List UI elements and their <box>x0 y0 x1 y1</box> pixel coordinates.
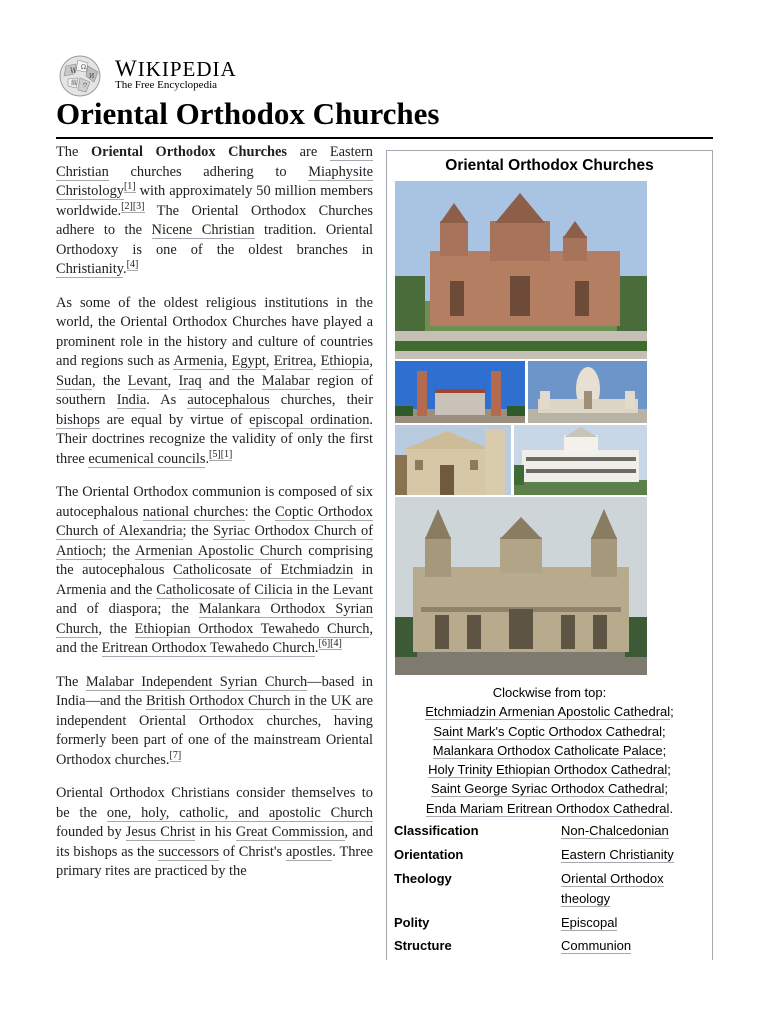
subject-bold: Oriental Orthodox Churches <box>90 144 288 160</box>
caption-link-etchmiadzin[interactable]: Etchmiadzin Armenian Apostolic Cathedral <box>425 704 671 720</box>
citation-ref[interactable]: [5] <box>209 448 221 460</box>
text: —based in India—and the <box>56 673 373 709</box>
link-ethiopian-orthodox-church[interactable]: Ethiopian Orthodox Tewahedo Church <box>134 620 370 637</box>
infobox-image-caption <box>387 683 712 818</box>
caption-link-saint-marks[interactable]: Saint Mark's Coptic Orthodox Cathedral <box>433 723 662 739</box>
citation-ref[interactable]: [6] <box>318 638 331 650</box>
photo-enda-mariam-cathedral[interactable] <box>395 425 511 495</box>
link-malabar-independent-syrian-church[interactable]: Malabar Independent Syrian Church <box>85 673 308 690</box>
caption-line <box>387 799 712 818</box>
link-malabar[interactable]: Malabar <box>261 372 310 389</box>
link-apostles[interactable]: apostles <box>285 843 333 860</box>
caption-separator: ; <box>670 704 674 720</box>
citation-ref[interactable]: [1] <box>123 181 136 193</box>
text: , <box>167 372 179 389</box>
text: in the <box>292 581 334 598</box>
caption-link-holy-trinity[interactable]: Holy Trinity Ethiopian Orthodox Cathedral <box>428 762 668 778</box>
link-one-holy-catholic-apostolic-church[interactable]: one, holy, catholic, and apostolic Church <box>106 804 373 821</box>
link-communion[interactable]: Communion <box>561 938 632 953</box>
citation-ref[interactable]: [3] <box>132 200 145 212</box>
text: are equal by virtue of <box>99 411 250 428</box>
link-christianity[interactable]: Christianity <box>56 261 124 277</box>
photo-holy-trinity-cathedral[interactable] <box>395 497 647 675</box>
text: : the <box>244 503 276 520</box>
link-sudan[interactable]: Sudan <box>56 372 92 389</box>
link-oriental-orthodox-theology[interactable]: Oriental Orthodox theology <box>561 871 664 906</box>
text: churches adhering to <box>108 163 309 180</box>
caption-line <box>387 702 712 721</box>
caption-separator: . <box>669 800 674 816</box>
link-nicene-christian[interactable]: Nicene Christian <box>151 222 255 238</box>
title-divider <box>56 137 713 139</box>
infobox-label: Structure <box>394 938 452 953</box>
infobox-value <box>561 869 709 909</box>
svg-text:W: W <box>70 67 78 75</box>
link-iraq[interactable]: Iraq <box>178 372 202 389</box>
photo-saint-marks-coptic-cathedral[interactable] <box>395 361 525 423</box>
wordmark-first-letter: W <box>115 56 138 81</box>
link-eastern-christian[interactable]: Eastern Christian <box>56 144 373 180</box>
text: founded by <box>56 824 126 840</box>
caption-line <box>387 741 712 760</box>
link-non-chalcedonian[interactable]: Non-Chalcedonian <box>561 823 669 838</box>
citation-ref[interactable]: [2] <box>121 200 133 212</box>
text: . <box>205 450 210 467</box>
text: churches, their <box>269 392 373 408</box>
text: Oriental Orthodox Christians consider themselves to be the <box>56 785 373 821</box>
caption-separator: ; <box>662 742 667 758</box>
infobox-title: Oriental Orthodox Churches <box>445 157 654 174</box>
text: . <box>314 640 319 656</box>
svg-text:Ω: Ω <box>81 64 86 71</box>
text: and of diaspora; the <box>56 601 199 617</box>
text: , <box>369 353 374 369</box>
text: in Armenia and the <box>56 562 373 598</box>
text: region of southern <box>56 372 374 408</box>
text: The <box>56 144 91 160</box>
infobox-value <box>561 821 709 841</box>
infobox-value <box>561 936 709 956</box>
link-jesus-christ[interactable]: Jesus Christ <box>125 824 196 840</box>
link-malankara-orthodox-syrian-church[interactable]: Malankara Orthodox Syrian Church <box>56 601 373 637</box>
caption-line <box>387 722 712 741</box>
link-miaphysite-christology[interactable]: Miaphysite Christology <box>56 163 373 199</box>
infobox-label: Theology <box>394 871 452 886</box>
wordmark-rest: IKIPEDIA <box>137 57 237 81</box>
infobox-label: Polity <box>394 915 430 930</box>
paragraph-independent <box>56 673 373 771</box>
link-eritrea[interactable]: Eritrea <box>273 353 313 369</box>
link-bishops[interactable]: bishops <box>56 411 100 428</box>
caption-link-malankara-palace[interactable]: Malankara Orthodox Catholicate Palace <box>432 742 663 758</box>
text: , the <box>98 620 135 637</box>
site-tagline: The Free Encyclopedia <box>115 79 218 91</box>
photo-malankara-catholicate-palace[interactable] <box>514 425 647 495</box>
page-title: Oriental Orthodox Churches <box>56 96 440 131</box>
svg-text:ウ: ウ <box>82 82 89 89</box>
svg-text:И: И <box>89 73 95 80</box>
caption-separator: ; <box>662 723 666 739</box>
wikipedia-globe-logo[interactable] <box>56 54 104 98</box>
svg-text:維: 維 <box>71 80 78 87</box>
text: , <box>312 353 321 369</box>
text: with approximately 50 million members worldwide. <box>56 183 373 219</box>
caption-separator: ; <box>667 762 671 778</box>
text: in his <box>195 824 236 840</box>
link-autocephalous[interactable]: autocephalous <box>187 392 270 408</box>
caption-line <box>387 779 712 798</box>
link-egypt[interactable]: Egypt <box>231 353 266 369</box>
link-uk[interactable]: UK <box>330 693 352 709</box>
paragraph-communion <box>56 483 373 659</box>
infobox <box>386 150 713 960</box>
infobox-label: Orientation <box>394 847 464 862</box>
text: , the <box>91 372 128 389</box>
citation-ref[interactable]: [7] <box>169 749 182 761</box>
link-eritrean-orthodox-church[interactable]: Eritrean Orthodox Tewahedo Church <box>101 640 315 656</box>
caption-intro: Clockwise from top: <box>492 685 607 700</box>
link-eastern-christianity[interactable]: Eastern Christianity <box>561 847 674 862</box>
paragraph-intro <box>56 143 373 280</box>
link-great-commission[interactable]: Great Commission <box>235 824 345 840</box>
citation-ref[interactable]: [4] <box>330 638 342 650</box>
photo-saint-george-syriac-cathedral[interactable] <box>528 361 647 423</box>
text: , and its bishops as the <box>56 824 374 860</box>
link-syriac-orthodox-church[interactable]: Syriac Orthodox Church of Antioch <box>56 523 373 559</box>
link-armenia[interactable]: Armenia <box>173 353 224 369</box>
photo-etchmiadzin-cathedral[interactable] <box>395 181 647 359</box>
link-episcopal[interactable]: Episcopal <box>561 915 618 930</box>
link-national-churches[interactable]: national churches <box>142 503 245 520</box>
caption-line <box>387 760 712 779</box>
paragraph-history <box>56 294 373 470</box>
text: ; the <box>102 542 136 559</box>
text: and the <box>201 372 262 389</box>
caption-separator: ; <box>664 781 669 797</box>
text: , <box>223 353 232 369</box>
text: comprising the autocephalous <box>56 542 373 578</box>
site-header <box>56 52 356 96</box>
link-levant[interactable]: Levant <box>127 372 168 389</box>
link-successors[interactable]: successors <box>158 843 220 860</box>
article-body <box>56 143 373 896</box>
link-levant[interactable]: Levant <box>333 581 374 598</box>
text: are independent Oriental Orthodox churches, having formerly been part of one of the mainstream Oriental Orthodox churches. <box>56 693 374 768</box>
text: , and the <box>56 620 374 656</box>
text: are <box>287 144 330 160</box>
paragraph-beliefs <box>56 784 373 882</box>
text: . Their doctrines recognize the validity of only the first three <box>56 411 374 467</box>
text: of Christ's <box>219 843 286 860</box>
link-british-orthodox-church[interactable]: British Orthodox Church <box>146 693 291 709</box>
text: . Three primary rites are practiced by the <box>56 843 373 879</box>
citation-ref[interactable]: [4] <box>126 259 139 271</box>
text: The Oriental Orthodox communion is composed of six autocephalous <box>56 484 373 520</box>
text: , <box>265 353 274 369</box>
caption-link-enda-mariam[interactable]: Enda Mariam Eritrean Orthodox Cathedral <box>425 800 670 816</box>
text: tradition. Oriental Orthodoxy is one of the oldest branches in <box>56 222 374 258</box>
text: The <box>56 673 86 690</box>
infobox-label: Classification <box>394 823 479 838</box>
caption-link-saint-george[interactable]: Saint George Syriac Orthodox Cathedral <box>430 781 665 797</box>
link-ecumenical-councils[interactable]: ecumenical councils <box>88 450 206 467</box>
text: ; the <box>182 523 214 539</box>
link-catholicosate-etchmiadzin[interactable]: Catholicosate of Etchmiadzin <box>173 562 354 578</box>
link-india[interactable]: India <box>116 392 147 408</box>
link-episcopal-ordination[interactable]: episcopal ordination <box>249 411 370 428</box>
link-ethiopia[interactable]: Ethiopia <box>320 353 370 369</box>
text: in the <box>290 693 331 709</box>
infobox-value <box>561 913 709 933</box>
text: . <box>123 261 127 277</box>
link-catholicosate-cilicia[interactable]: Catholicosate of Cilicia <box>156 581 293 598</box>
text: . As <box>146 392 188 408</box>
link-armenian-apostolic-church[interactable]: Armenian Apostolic Church <box>135 542 303 559</box>
citation-ref[interactable]: [1] <box>220 448 233 460</box>
infobox-value <box>561 845 709 865</box>
link-coptic-orthodox-church[interactable]: Coptic Orthodox Church of Alexandria <box>56 503 373 539</box>
text: The Oriental Orthodox Churches adhere to the <box>56 202 373 238</box>
text: As some of the oldest religious institutions in the world, the Oriental Orthodox Churches have played a prominent role in the history and culture of countries and regions such as <box>56 294 373 369</box>
